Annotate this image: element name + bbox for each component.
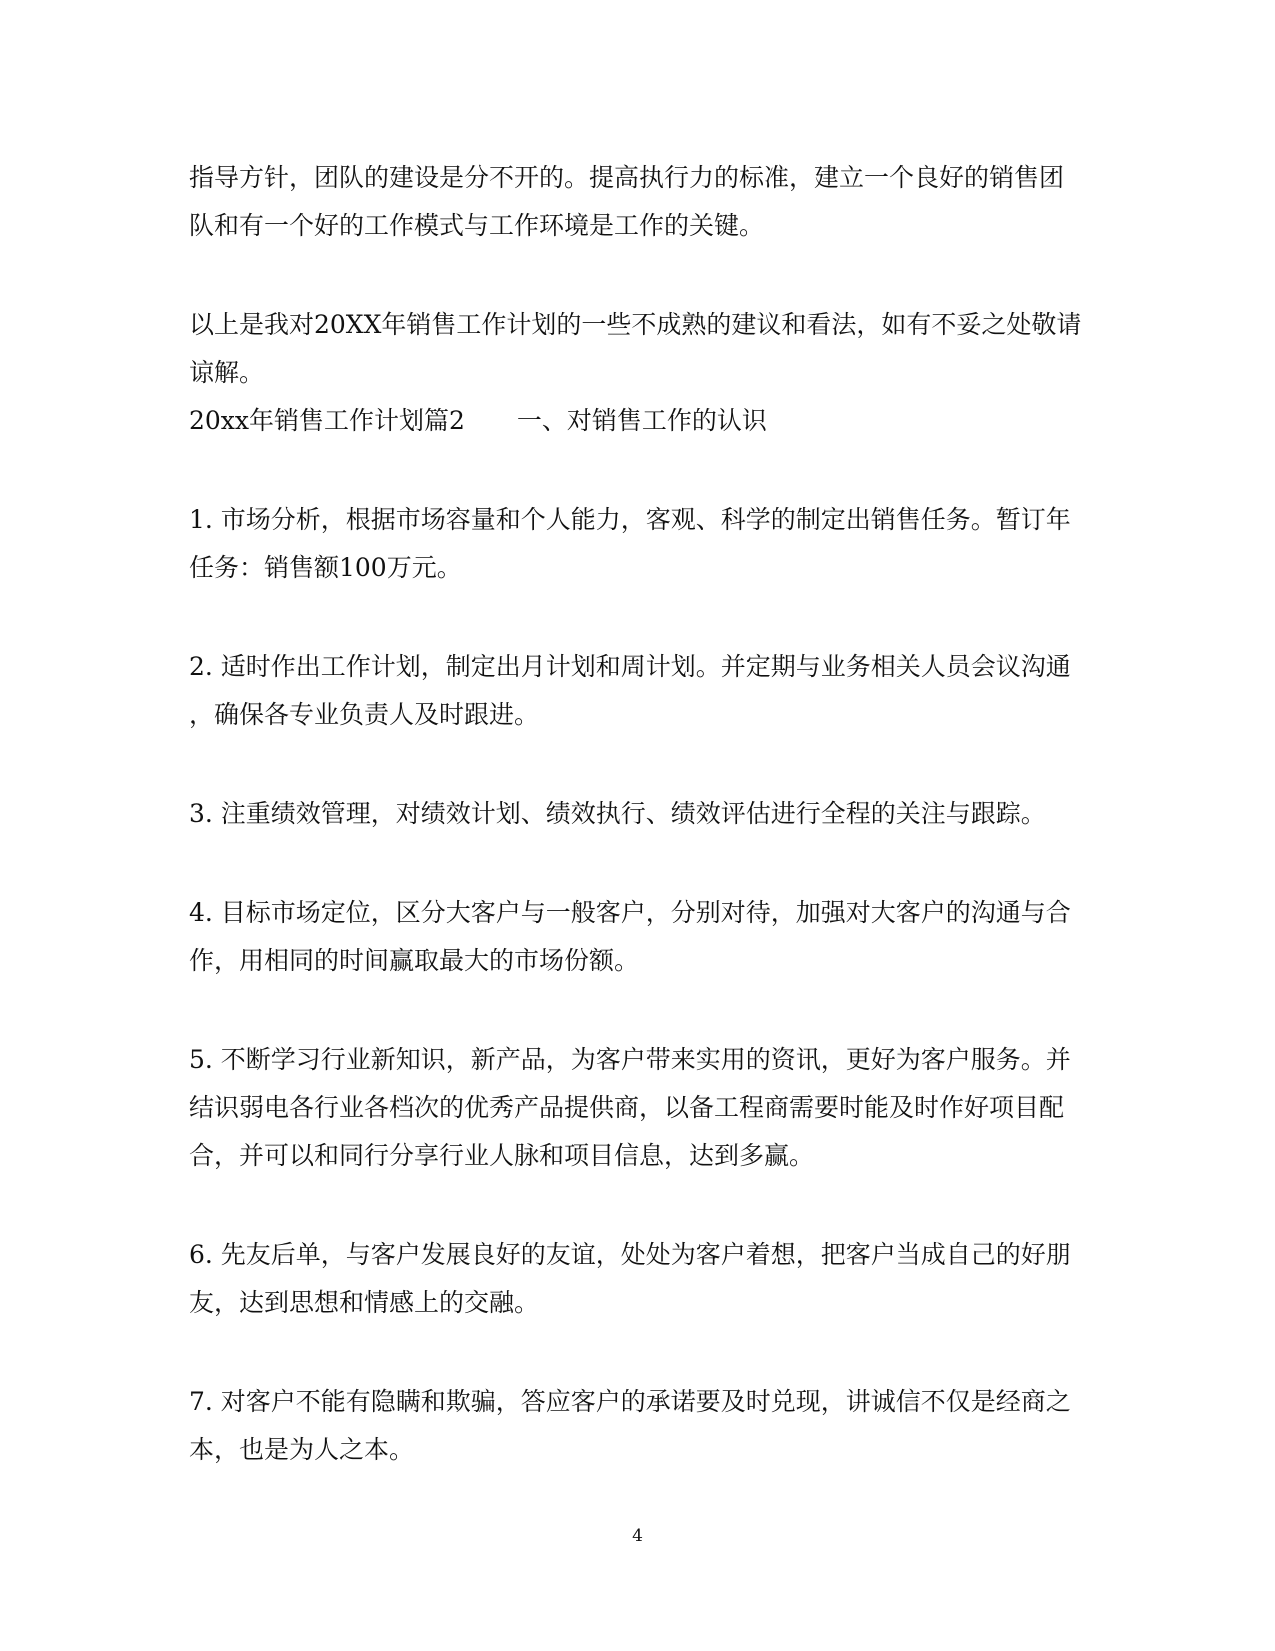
section-subtitle: 一、对销售工作的认识 xyxy=(516,406,767,435)
list-item-line: 本，也是为人之本。 xyxy=(189,1435,415,1464)
paragraph-line: 队和有一个好的工作模式与工作环境是工作的关键。 xyxy=(189,211,765,240)
list-item-line: 友，达到思想和情感上的交融。 xyxy=(189,1288,540,1317)
paragraph xyxy=(189,301,1082,397)
list-item-line: ，确保各专业负责人及时跟进。 xyxy=(189,700,540,729)
paragraph-line: 以上是我对20XX年销售工作计划的一些不成熟的建议和看法，如有不妥之处敬请 xyxy=(189,310,1082,339)
section-heading xyxy=(189,397,1069,445)
list-item xyxy=(189,790,1069,838)
list-item-line: 5. 不断学习行业新知识，新产品，为客户带来实用的资讯，更好为客户服务。并 xyxy=(189,1045,1071,1074)
paragraph-spacing xyxy=(189,838,1069,889)
list-item xyxy=(189,1231,1069,1327)
list-item xyxy=(189,1036,1069,1180)
paragraph-spacing xyxy=(189,592,1069,643)
list-item-line: 作，用相同的时间赢取最大的市场份额。 xyxy=(189,946,640,975)
paragraph-line: 指导方针，团队的建设是分不开的。提高执行力的标准，建立一个良好的销售团 xyxy=(189,163,1065,192)
list-item xyxy=(189,496,1069,592)
paragraph-spacing xyxy=(189,1180,1069,1231)
list-item-line: 6. 先友后单，与客户发展良好的友谊，处处为客户着想，把客户当成自己的好朋 xyxy=(189,1240,1071,1269)
list-item-line: 结识弱电各行业各档次的优秀产品提供商，以备工程商需要时能及时作好项目配 xyxy=(189,1093,1065,1122)
paragraph-spacing xyxy=(189,445,1069,496)
list-item-line: 2. 适时作出工作计划，制定出月计划和周计划。并定期与业务相关人员会议沟通 xyxy=(189,652,1071,681)
list-item-line: 7. 对客户不能有隐瞒和欺骗，答应客户的承诺要及时兑现，讲诚信不仅是经商之 xyxy=(189,1387,1071,1416)
paragraph-spacing xyxy=(189,1327,1069,1378)
paragraph xyxy=(189,154,1069,250)
page-number: 4 xyxy=(632,1526,643,1546)
list-item xyxy=(189,889,1069,985)
paragraph-spacing xyxy=(189,739,1069,790)
list-item xyxy=(189,1378,1069,1474)
list-item xyxy=(189,643,1069,739)
paragraph-spacing xyxy=(189,250,1069,301)
paragraph-line: 谅解。 xyxy=(189,358,265,387)
list-item-line: 1. 市场分析，根据市场容量和个人能力，客观、科学的制定出销售任务。暂订年 xyxy=(189,505,1071,534)
list-item-line: 合，并可以和同行分享行业人脉和项目信息，达到多赢。 xyxy=(189,1141,815,1170)
section-title: 20xx年销售工作计划篇2 xyxy=(189,406,465,435)
list-item-line: 任务：销售额100万元。 xyxy=(189,553,462,582)
list-item-line: 4. 目标市场定位，区分大客户与一般客户，分别对待，加强对大客户的沟通与合 xyxy=(189,898,1071,927)
paragraph-spacing xyxy=(189,985,1069,1036)
list-item-line: 3. 注重绩效管理，对绩效计划、绩效执行、绩效评估进行全程的关注与跟踪。 xyxy=(189,799,1046,828)
document-body xyxy=(189,154,1082,1474)
